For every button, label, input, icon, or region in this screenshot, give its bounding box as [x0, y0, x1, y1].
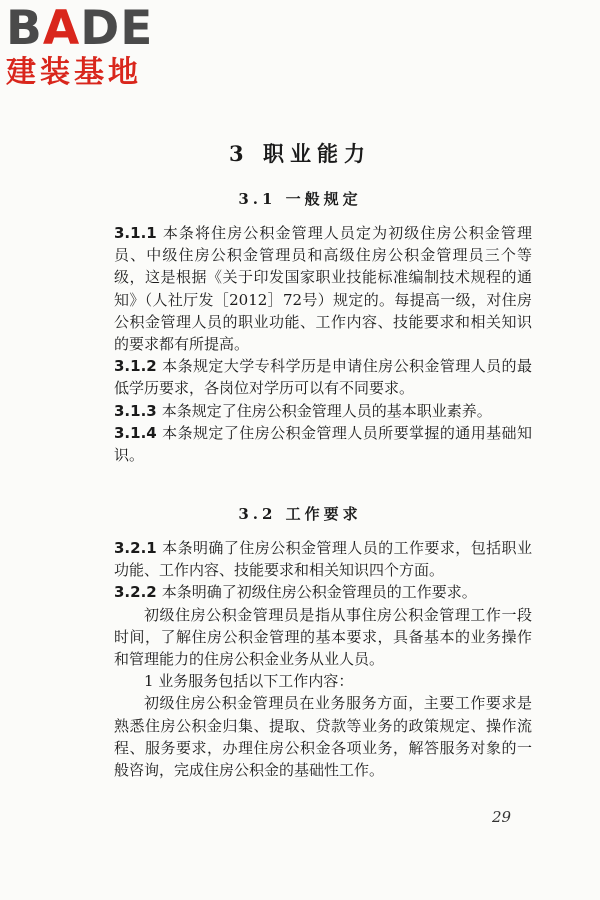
logo-letter-b: B — [6, 1, 43, 56]
page-number: 29 — [492, 808, 512, 826]
clause-text: 本条规定大学专科学历是申请住房公积金管理人员的最低学历要求，各岗位对学历可以有不同要求。 — [114, 357, 532, 398]
clause-3-1-3 — [114, 400, 532, 422]
section-title-3-2: 3.2 工作要求 — [238, 505, 362, 523]
clause-3-2-1 — [114, 537, 532, 581]
logo-subtitle: 建装基地 — [6, 55, 142, 90]
clause-number: 3.2.2 — [114, 583, 157, 602]
logo-letter-a: A — [42, 1, 81, 56]
paragraph-item-1: 1 业务服务包括以下工作内容： — [144, 672, 354, 691]
clause-text: 本条明确了初级住房公积金管理员的工作要求。 — [161, 583, 477, 602]
clause-text: 本条将住房公积金管理人员定为初级住房公积金管理员、中级住房公积金管理员和高级住房公积金管理员三个等级，这是根据《关于印发国家职业技能标准编制技术规程的通知》（人社厅发［2012］72号）规定的。每提高一级，对住房公积金管理人员的职业功能、工作内容、技能要求和相关知识的要求都有所提高。 — [114, 224, 532, 354]
clause-number: 3.1.1 — [114, 224, 157, 242]
clause-3-1-1 — [114, 222, 532, 355]
clause-text: 本条明确了住房公积金管理人员的工作要求，包括职业功能、工作内容、技能要求和相关知识四个方面。 — [114, 539, 532, 580]
clause-3-1-4 — [114, 422, 532, 466]
logo-wordmark — [6, 1, 176, 56]
clause-number: 3.1.4 — [114, 423, 157, 442]
clause-3-1-2 — [114, 355, 532, 399]
chapter-title: 3 职业能力 — [229, 141, 371, 166]
section-3-2-body — [114, 537, 532, 781]
clause-text: 本条规定了住房公积金管理人员所要掌握的通用基础知识。 — [114, 423, 532, 465]
section-title-3-1: 3.1 一般规定 — [238, 190, 362, 208]
clause-number: 3.1.2 — [114, 357, 157, 376]
clause-3-2-2 — [114, 581, 532, 603]
logo-letters-de: DE — [80, 1, 154, 56]
clause-number: 3.2.1 — [114, 539, 157, 557]
bade-logo — [6, 1, 176, 90]
clause-text: 本条规定了住房公积金管理人员的基本职业素养。 — [161, 401, 492, 420]
paragraph-definition: 初级住房公积金管理员是指从事住房公积金管理工作一段时间，了解住房公积金管理的基本要求，具备基本的业务操作和管理能力的住房公积金业务从业人员。 — [114, 605, 532, 669]
section-3-1-body — [114, 222, 532, 466]
clause-number: 3.1.3 — [114, 401, 157, 420]
paragraph-service: 初级住房公积金管理员在业务服务方面，主要工作要求是熟悉住房公积金归集、提取、贷款等业务的政策规定、操作流程、服务要求，办理住房公积金各项业务，解答服务对象的一般咨询，完成住房公积金的基础性工作。 — [114, 694, 532, 780]
